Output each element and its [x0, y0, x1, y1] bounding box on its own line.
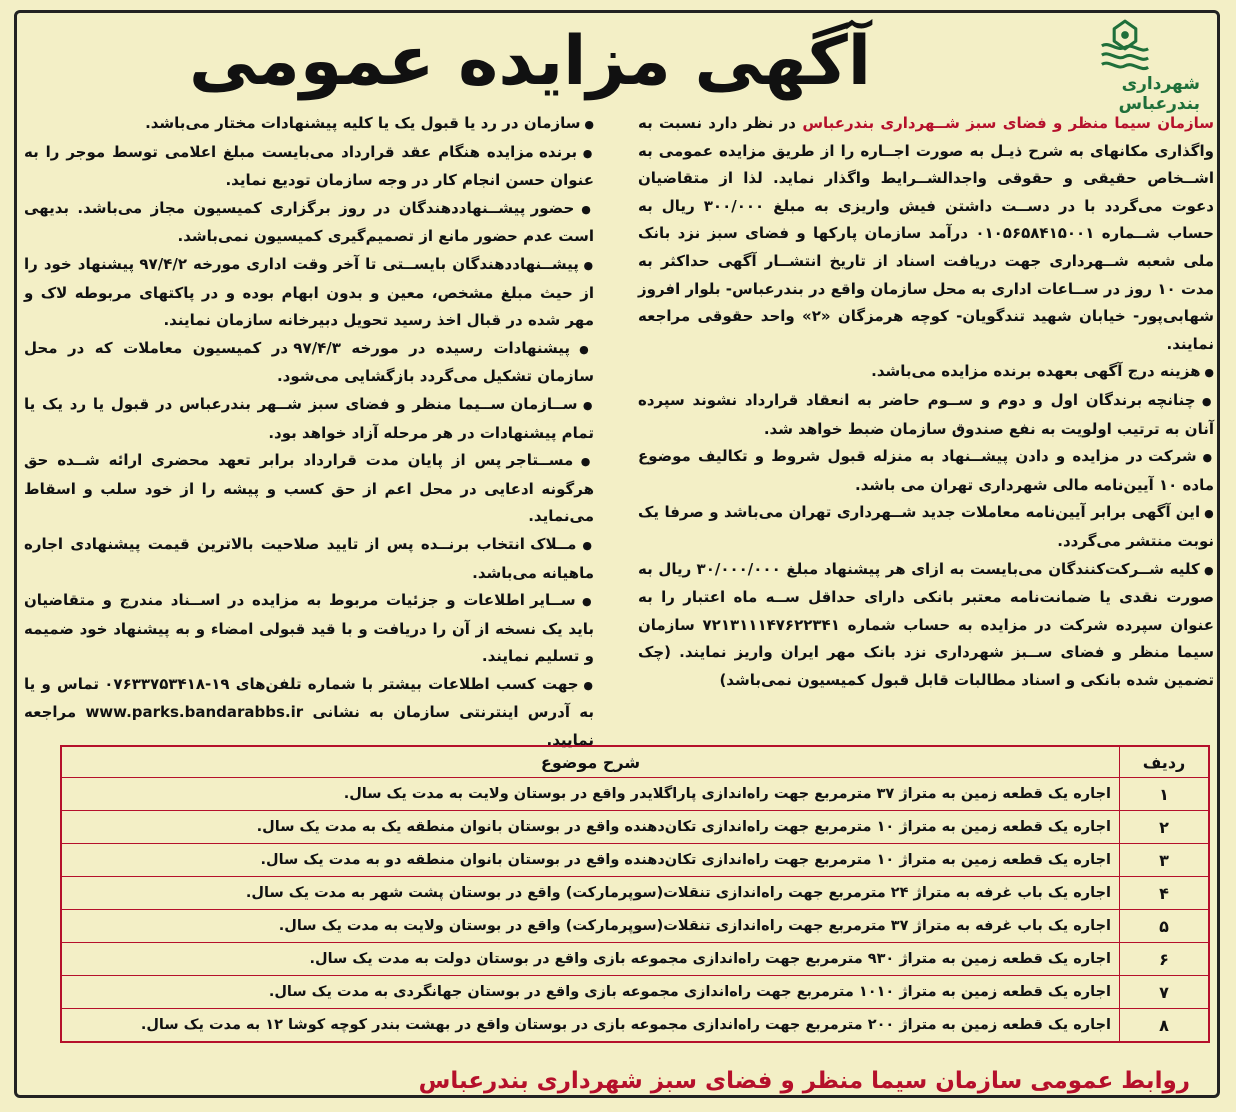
page-title: آگهی مزایده عمومی: [188, 22, 872, 101]
row-number: ۱: [1120, 778, 1210, 811]
intro-text: در نظر دارد نسبت به واگذاری مکانهای به شرح ذیـل به صورت اجــاره را از طریق مزایده عمومی به اشــخاص حقیقی و حقوقی واجدالشــرایط واگذار نماید. لذا از متقاضیان دعوت می‌گردد با در دســت داشتن فیش واریزی به مبلغ ۳۰۰/۰۰۰ ریال به حساب شــماره ۰۱۰۵۶۵۸۴۱۵۰۰۱ درآمد سازمان پارکها و فضای سبز نزد بانک ملی شعبه شــهرداری جهت دریافت اسناد از تاریخ انتشــار آگهی حداکثر به مدت ۱۰ روز در ســاعات اداری به محل سازمان واقع در بندرعباس- بلوار افروز شهابی‌پور- خیابان شهید تندگویان- کوچه هرمزگان «۲» واحد حقوقی مراجعه نمایند.: [638, 114, 1215, 353]
left-column: [24, 110, 594, 755]
bullet-item: ● جهت کسب اطلاعات بیشتر با شماره تلفن‌های ۱۹-۰۷۶۳۳۷۵۳۴۱۸ تماس و یا به آدرس اینترنتی سازمان به نشانی www.parks.bandarabbs.ir مراجعه نمایید.: [24, 671, 594, 755]
table-row: [61, 1009, 1209, 1043]
row-number: ۲: [1120, 811, 1210, 844]
bullet-item: ● مســتاجر پس از پایان مدت قرارداد برابر تعهد محضری ارائه شــده حق هرگونه ادعایی در محل اعم از حق کسب و پیشه را از خود سلب و اسقاط می‌نماید.: [24, 447, 594, 531]
organization-name: سازمان سیما منظر و فضای سبز شــهرداری بندرعباس: [802, 114, 1214, 132]
table-row: [61, 844, 1209, 877]
bullet-item: ● چنانچه برندگان اول و دوم و ســوم حاضر به انعقاد قرارداد نشوند سپرده آنان به ترتیب اولویت به نفع صندوق سازمان ضبط خواهد شد.: [638, 387, 1214, 443]
row-description: اجاره یک قطعه زمین به متراژ ۲۰۰ مترمربع جهت راه‌اندازی مجموعه بازی در بوستان واقع در بهشت بندر کوچه کوشا ۱۲ به مدت یک سال.: [61, 1009, 1120, 1043]
bullet-item: ● هزینه درج آگهی بعهده برنده مزایده می‌باشد.: [638, 358, 1214, 387]
row-description: اجاره یک باب غرفه به متراژ ۳۷ مترمربع جهت راه‌اندازی تنقلات(سوپرمارکت) واقع در بوستان ولایت به مدت یک سال.: [61, 910, 1120, 943]
bullet-item: ● برنده مزایده هنگام عقد قرارداد می‌بایست مبلغ اعلامی توسط موجر را به عنوان حسن انجام کار در وجه سازمان تودیع نماید.: [24, 139, 594, 195]
column-header-description: شرح موضوع: [61, 746, 1120, 778]
table-row: [61, 976, 1209, 1009]
row-description: اجاره یک باب غرفه به متراژ ۲۴ مترمربع جهت راه‌اندازی تنقلات(سوپرمارکت) واقع در بوستان پشت شهر به مدت یک سال.: [61, 877, 1120, 910]
bullet-item: ● سازمان در رد یا قبول یک یا کلیه پیشنهادات مختار می‌باشد.: [24, 110, 594, 139]
row-number: ۵: [1120, 910, 1210, 943]
row-number: ۳: [1120, 844, 1210, 877]
table-row: [61, 910, 1209, 943]
bullet-item: ● ســایر اطلاعات و جزئیات مربوط به مزایده در اســناد مندرج و متقاضیان باید یک نسخه از آن را دریافت و با قید قبولی امضاء و به پیشنهاد خود ضمیمه و تسلیم نمایند.: [24, 587, 594, 671]
table-header-row: [61, 746, 1209, 778]
row-description: اجاره یک قطعه زمین به متراژ ۱۰ مترمربع جهت راه‌اندازی تکان‌دهنده واقع در بوستان بانوان منطقه یک به مدت یک سال.: [61, 811, 1120, 844]
row-description: اجاره یک قطعه زمین به متراژ ۹۳۰ مترمربع جهت راه‌اندازی مجموعه بازی واقع در بوستان دولت به مدت یک سال.: [61, 943, 1120, 976]
table-row: [61, 943, 1209, 976]
bullet-item: ● پیشنهادات رسیده در مورخه ۹۷/۴/۳ در کمیسیون معاملات که در محل سازمان تشکیل می‌گردد بازگشایی می‌شود.: [24, 335, 594, 391]
bullet-item: ● پیشــنهاددهندگان بایســتی تا آخر وقت اداری مورخه ۹۷/۴/۲ پیشنهاد خود را از حیث مبلغ مشخص، معین و بدون ابهام بوده و در پاکتهای مربوطه لاک و مهر شده در قبال اخذ رسید تحویل دبیرخانه سازمان نمایند.: [24, 251, 594, 335]
table-row: [61, 811, 1209, 844]
municipality-logo: [1050, 18, 1200, 114]
right-column: [638, 110, 1214, 694]
row-number: ۸: [1120, 1009, 1210, 1043]
row-number: ۷: [1120, 976, 1210, 1009]
table-row: [61, 877, 1209, 910]
row-number: ۶: [1120, 943, 1210, 976]
table-row: [61, 778, 1209, 811]
row-description: اجاره یک قطعه زمین به متراژ ۱۰ مترمربع جهت راه‌اندازی تکان‌دهنده واقع در بوستان بانوان منطقه دو به مدت یک سال.: [61, 844, 1120, 877]
row-description: اجاره یک قطعه زمین به متراژ ۱۰۱۰ مترمربع جهت راه‌اندازی مجموعه بازی واقع در بوستان جهانگردی به مدت یک سال.: [61, 976, 1120, 1009]
row-description: اجاره یک قطعه زمین به متراژ ۳۷ مترمربع جهت راه‌اندازی پاراگلایدر واقع در بوستان ولایت به مدت یک سال.: [61, 778, 1120, 811]
bullet-item: ● مــلاک انتخاب برنــده پس از تایید صلاحیت بالاترین قیمت پیشنهادی اجاره ماهیانه می‌باشد.: [24, 531, 594, 587]
column-header-row-number: ردیف: [1120, 746, 1210, 778]
row-number: ۴: [1120, 877, 1210, 910]
items-table: [60, 745, 1210, 1043]
bullet-item: ● شرکت در مزایده و دادن پیشــنهاد به منزله قبول شروط و تکالیف موضوع ماده ۱۰ آیین‌نامه مالی شهرداری تهران می باشد.: [638, 443, 1214, 499]
logo-text: شهرداری بندرعباس: [1118, 74, 1200, 114]
bullet-item: ● کلیه شــرکت‌کنندگان می‌بایست به ازای هر پیشنهاد مبلغ ۳۰/۰۰۰/۰۰۰ ریال به صورت نقدی یا ضمانت‌نامه معتبر بانکی دارای حداقل ســه ماه اعتبار را به عنوان سپرده شرکت در مزایده به حساب شماره ۷۲۱۳۱۱۱۴۷۶۲۲۳۴۱ سازمان سیما منظر و فضای ســبز شهرداری نزد بانک مهر ایران واریز نمایند. (چک تضمین شده بانکی و اسناد مطالبات قابل قبول کمیسیون نمی‌باشد): [638, 556, 1214, 695]
bullet-item: ● حضور پیشــنهاددهندگان در روز برگزاری کمیسیون مجاز می‌باشد. بدیهی است عدم حضور مانع از تصمیم‌گیری کمیسیون نمی‌باشد.: [24, 195, 594, 251]
intro-paragraph: [638, 110, 1214, 358]
bullet-item: ● این آگهی برابر آیین‌نامه معاملات جدید شــهرداری تهران می‌باشد و صرفا یک نوبت منتشر می‌گردد.: [638, 499, 1214, 555]
municipality-emblem-icon: [1087, 18, 1163, 72]
bullet-item: ● ســازمان ســیما منظر و فضای سبز شــهر بندرعباس در قبول یا رد یک یا تمام پیشنهادات در هر مرحله آزاد خواهد بود.: [24, 391, 594, 447]
footer-public-relations: روابط عمومی سازمان سیما منظر و فضای سبز شهرداری بندرعباس: [418, 1068, 1190, 1094]
